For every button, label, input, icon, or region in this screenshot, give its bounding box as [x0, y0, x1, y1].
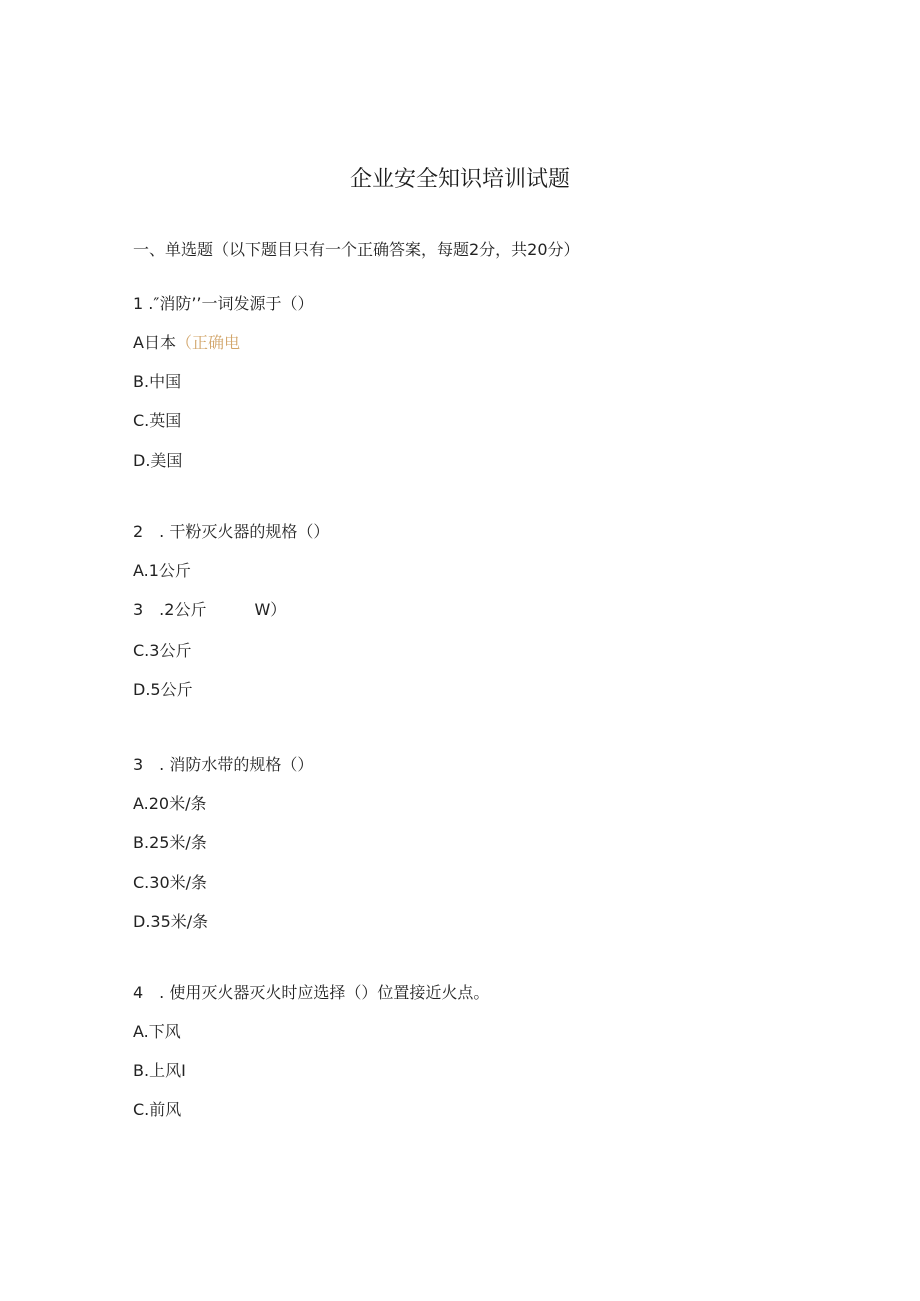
handwritten-annotation: （正确电	[175, 333, 240, 352]
question-1-stem: 1 .″消防’’一词发源于（）	[133, 294, 314, 313]
section-heading: 一、单选题（以下题目只有一个正确答案，每题2分，共20分）	[133, 240, 580, 259]
question-4-option-c: C.前风	[133, 1100, 182, 1119]
question-3-option-c: C.30米/条	[133, 873, 208, 892]
question-1-option-d: D.美国	[133, 451, 183, 470]
question-1-option-c: C.英国	[133, 411, 182, 430]
option-text: A日本	[133, 333, 176, 352]
question-3-option-d: D.35米/条	[133, 912, 209, 931]
question-2-stem: 2 . 干粉灭火器的规格（）	[133, 522, 330, 541]
question-2-option-d: D.5公斤	[133, 680, 193, 699]
question-1-option-b: B.中国	[133, 372, 182, 391]
question-2-option-a: A.1公斤	[133, 561, 191, 580]
document-title: 企业安全知识培训试题	[349, 167, 570, 192]
question-3-option-b: B.25米/条	[133, 833, 207, 852]
question-4-option-b: B.上风I	[133, 1061, 186, 1080]
question-1-option-a	[133, 333, 240, 353]
question-4-option-a: A.下风	[133, 1022, 181, 1041]
question-3-stem: 3 . 消防水带的规格（）	[133, 755, 314, 774]
question-2-option-b: 3 .2公斤 W）	[133, 600, 287, 619]
question-4-stem: 4 . 使用灭火器灭火时应选择（）位置接近火点。	[133, 983, 490, 1002]
question-2-option-c: C.3公斤	[133, 641, 192, 660]
question-3-option-a: A.20米/条	[133, 794, 207, 813]
